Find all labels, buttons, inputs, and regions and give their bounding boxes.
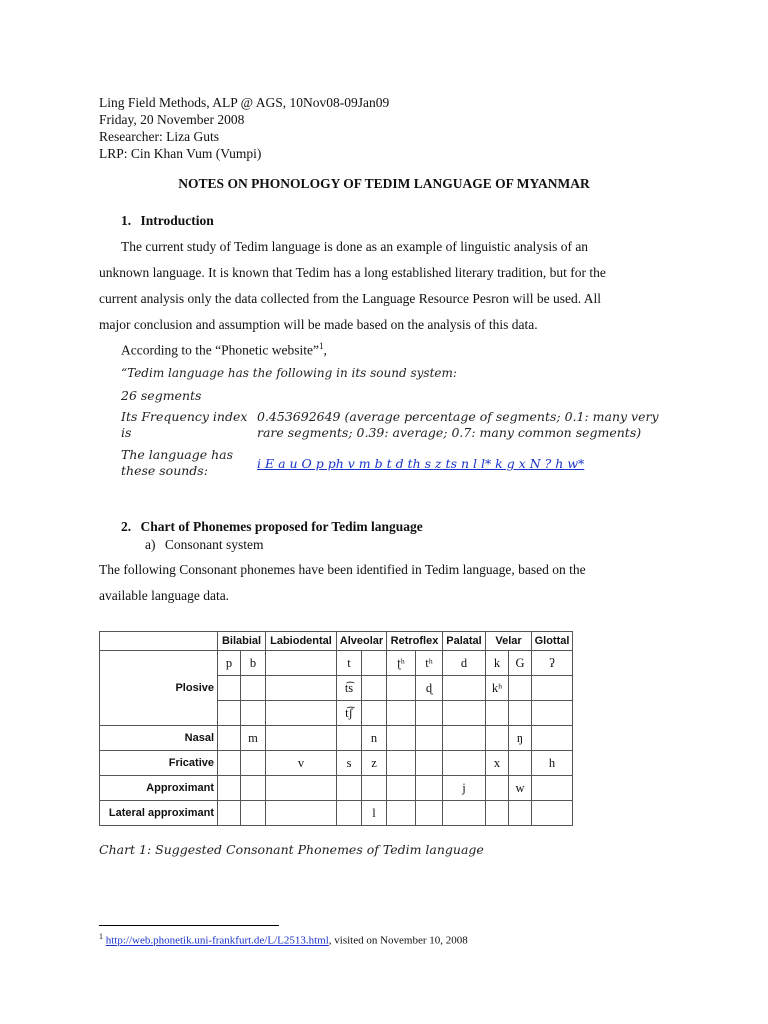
footnote-mark: 1 [99, 932, 103, 941]
consonant-line-1: The following Consonant phonemes have been identified in Tedim language, based on the [99, 562, 586, 577]
table-cell [266, 776, 337, 801]
table-cell: n [362, 726, 387, 751]
sounds-link[interactable]: i E a u O p ph v m b t d th s z ts n l l* k g x N ? h w* [257, 456, 585, 471]
table-cell [387, 801, 416, 826]
table-cell [241, 676, 266, 701]
table-cell [337, 776, 362, 801]
table-cell [486, 776, 509, 801]
table-cell: ŋ [509, 726, 532, 751]
table-row [100, 751, 573, 776]
sounds-label: The language has these sounds: [121, 447, 234, 478]
table-cell [218, 726, 241, 751]
table-cell [486, 801, 509, 826]
footnote [99, 932, 468, 947]
doc-header [99, 94, 389, 162]
table-row [100, 801, 573, 826]
table-cell [416, 776, 443, 801]
table-cell: G [509, 651, 532, 676]
intro-line-1: The current study of Tedim language is done as an example of linguistic analysis of an [121, 239, 589, 254]
table-cell [218, 701, 241, 726]
table-cell [416, 751, 443, 776]
row-label-approximant: Approximant [100, 776, 218, 801]
document-title: NOTES ON PHONOLOGY OF TEDIM LANGUAGE OF MYANMAR [178, 176, 590, 191]
table-cell: v [266, 751, 337, 776]
table-cell [509, 676, 532, 701]
table-caption: Chart 1: Suggested Consonant Phonemes of Tedim language [99, 842, 484, 857]
table-cell: ʈʰ [387, 651, 416, 676]
row-label-fricative: Fricative [100, 751, 218, 776]
table-cell [241, 776, 266, 801]
table-cell [241, 701, 266, 726]
subsection-a [145, 537, 264, 553]
table-cell [266, 726, 337, 751]
table-cell: k [486, 651, 509, 676]
header-researcher-line: Researcher: Liza Guts [99, 129, 219, 144]
table-cell: b [241, 651, 266, 676]
table-cell [266, 676, 337, 701]
table-cell: j [443, 776, 486, 801]
table-cell: tʰ [416, 651, 443, 676]
table-cell [218, 676, 241, 701]
header-glottal: Glottal [532, 632, 573, 651]
table-cell [362, 701, 387, 726]
footnote-divider [99, 925, 279, 926]
table-cell [509, 751, 532, 776]
table-cell: m [241, 726, 266, 751]
table-cell [387, 726, 416, 751]
table-cell [241, 801, 266, 826]
table-cell [218, 751, 241, 776]
header-velar: Velar [486, 632, 532, 651]
table-cell [532, 776, 573, 801]
table-cell [486, 726, 509, 751]
section-1-title: Introduction [140, 213, 214, 228]
consonant-line-2: available language data. [99, 588, 230, 603]
table-cell [486, 701, 509, 726]
frequency-label: Its Frequency index is [121, 409, 248, 440]
table-row [100, 726, 573, 751]
frequency-value: 0.453692649 (average percentage of segments; 0.1: many very rare segments; 0.39: average; 0.7: many common segments) [257, 409, 659, 440]
table-cell [218, 801, 241, 826]
according-text: According to the “Phonetic website” [121, 342, 319, 358]
table-cell [509, 701, 532, 726]
intro-line-4: major conclusion and assumption will be made based on the analysis of this data. [99, 317, 538, 332]
table-cell [362, 651, 387, 676]
footnote-text: , visited on November 10, 2008 [328, 934, 468, 947]
table-cell [362, 776, 387, 801]
intro-line-3: current analysis only the data collected from the Language Resource Pesron will be used. All [99, 291, 601, 306]
subsection-letter: a) [145, 537, 156, 552]
table-row [100, 776, 573, 801]
section-1-heading [121, 213, 214, 229]
header-bilabial: Bilabial [218, 632, 266, 651]
header-retroflex: Retroflex [387, 632, 443, 651]
row-label-plosive: Plosive [100, 651, 218, 726]
table-cell [443, 676, 486, 701]
table-cell: d [443, 651, 486, 676]
header-date-line: Friday, 20 November 2008 [99, 112, 245, 127]
table-cell: z [362, 751, 387, 776]
table-header-row [100, 632, 573, 651]
table-cell [387, 751, 416, 776]
table-cell [387, 676, 416, 701]
table-cell [532, 701, 573, 726]
table-cell [443, 751, 486, 776]
table-cell [362, 676, 387, 701]
section-2-number: 2. [121, 519, 132, 534]
quote-intro: “Tedim language has the following in its sound system: [121, 366, 457, 380]
header-alveolar: Alveolar [337, 632, 387, 651]
table-cell [416, 726, 443, 751]
table-cell: h [532, 751, 573, 776]
table-cell [509, 801, 532, 826]
table-cell: p [218, 651, 241, 676]
row-label-nasal: Nasal [100, 726, 218, 751]
footnote-link[interactable]: http://web.phonetik.uni-frankfurt.de/L/L2513.html [105, 934, 329, 947]
table-cell [532, 726, 573, 751]
table-cell [387, 701, 416, 726]
table-cell [218, 776, 241, 801]
table-cell: t͡ʃ [337, 701, 362, 726]
table-cell: s [337, 751, 362, 776]
table-cell [532, 801, 573, 826]
table-row [100, 651, 573, 676]
footnote-ref[interactable]: 1 [318, 341, 324, 351]
table-cell: w [509, 776, 532, 801]
table-cell: ʔ [532, 651, 573, 676]
consonant-table [99, 631, 573, 826]
table-cell [532, 676, 573, 701]
consonant-paragraph [99, 557, 669, 609]
table-cell [443, 801, 486, 826]
table-cell: kʰ [486, 676, 509, 701]
table-cell [241, 751, 266, 776]
section-2-heading [121, 519, 423, 535]
table-cell [337, 726, 362, 751]
table-cell [443, 701, 486, 726]
table-cell [266, 701, 337, 726]
table-cell: x [486, 751, 509, 776]
header-course-line: Ling Field Methods, ALP @ AGS, 10Nov08-09Jan09 [99, 95, 390, 110]
table-cell: t͡s [337, 676, 362, 701]
header-palatal: Palatal [443, 632, 486, 651]
according-end: , [323, 342, 327, 358]
according-line [121, 341, 327, 359]
header-labiodental: Labiodental [266, 632, 337, 651]
table-cell: l [362, 801, 387, 826]
table-cell [266, 651, 337, 676]
intro-paragraph [99, 234, 669, 338]
table-cell [416, 801, 443, 826]
header-corner [100, 632, 218, 651]
table-cell: t [337, 651, 362, 676]
table-cell [337, 801, 362, 826]
intro-line-2: unknown language. It is known that Tedim has a long established literary tradition, but for the [99, 265, 606, 280]
table-cell: ɖ [416, 676, 443, 701]
table-cell [443, 726, 486, 751]
subsection-title: Consonant system [164, 537, 264, 552]
row-label-lateral: Lateral approximant [100, 801, 218, 826]
segments-count: 26 segments [121, 388, 202, 403]
section-1-number: 1. [121, 213, 132, 228]
section-2-title: Chart of Phonemes proposed for Tedim language [140, 519, 423, 534]
table-cell [387, 776, 416, 801]
table-cell [416, 701, 443, 726]
header-lrp-line: LRP: Cin Khan Vum (Vumpi) [99, 146, 262, 161]
table-cell [266, 801, 337, 826]
